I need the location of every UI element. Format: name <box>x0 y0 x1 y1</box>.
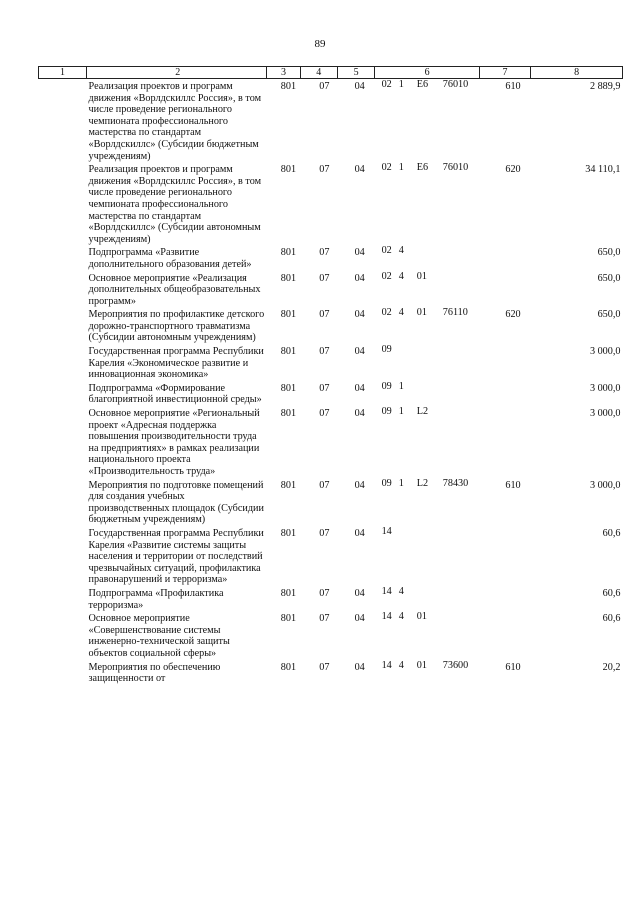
section-cell: 07 <box>319 309 330 321</box>
target-article-cell <box>375 660 480 685</box>
target-article-part: 76010 <box>442 162 469 174</box>
subsection-cell: 04 <box>354 272 365 284</box>
target-article-part: 02 <box>381 270 392 282</box>
target-article-part: 14 <box>381 585 392 597</box>
target-article-part: 76010 <box>442 79 469 90</box>
row-name-cell: Основное мероприятие «Реализация дополнительных общеобразовательных программ» <box>88 272 261 307</box>
section-cell: 07 <box>319 587 330 599</box>
header-col-2: 2 <box>87 67 267 79</box>
target-article-cell <box>375 406 480 478</box>
section-cell: 07 <box>319 164 330 176</box>
target-article-part <box>409 526 443 538</box>
row-name-cell: Государственная программа Республики Карелия «Развитие системы защиты населения и территории от последствий чрезвычайных ситуаций, профилактика правонарушений и терроризма» <box>88 527 264 586</box>
ministry-code-cell: 801 <box>280 164 297 176</box>
target-article-part <box>409 245 443 257</box>
target-article-cell <box>375 611 480 659</box>
header-col-1: 1 <box>39 67 87 79</box>
amount-cell: 60,6 <box>602 587 621 599</box>
amount-cell: 650,0 <box>597 309 621 321</box>
header-col-5: 5 <box>337 67 374 79</box>
amount-cell: 650,0 <box>597 272 621 284</box>
header-col-7: 7 <box>479 67 530 79</box>
table-row <box>39 381 623 406</box>
row-name-cell: Подпрограмма «Профилактика терроризма» <box>88 587 224 611</box>
section-cell: 07 <box>319 272 330 284</box>
subsection-cell: 04 <box>354 164 365 176</box>
target-article-cell <box>375 245 480 270</box>
amount-cell: 60,6 <box>602 527 621 539</box>
target-article-part: 09 <box>381 406 392 418</box>
target-article-part: 02 <box>381 162 392 174</box>
page-number: 89 <box>314 38 326 50</box>
expense-type-cell <box>479 271 530 308</box>
amount-cell: 2 889,9 <box>589 81 621 92</box>
expense-type-cell <box>479 381 530 406</box>
expense-type-cell: 610 <box>505 661 521 673</box>
target-article-part: 09 <box>381 477 392 489</box>
ministry-code-cell: 801 <box>280 309 297 321</box>
target-article-part: 4 <box>398 245 404 257</box>
ministry-code-cell: 801 <box>280 247 297 259</box>
table-row <box>39 162 623 245</box>
budget-table <box>38 66 623 685</box>
target-article-part: 01 <box>416 659 427 671</box>
table-row <box>39 478 623 526</box>
row-number-cell <box>39 526 87 586</box>
target-article-part: 01 <box>416 611 427 623</box>
target-article-part: 09 <box>381 344 392 356</box>
row-name-cell: Реализация проектов и программ движения «Ворлдскиллс Россия», в том числе проведение регионального чемпионата профессионального мастерства по стандартам «Ворлдскиллс» (Субсидии бюджетным учреждениям) <box>88 81 262 162</box>
subsection-cell: 04 <box>354 479 365 491</box>
subsection-cell: 04 <box>354 382 365 394</box>
target-article-part <box>443 406 474 418</box>
target-article-cell <box>375 162 480 245</box>
target-article-part: 02 <box>381 245 392 257</box>
table-row <box>39 660 623 685</box>
target-article-part: 4 <box>398 585 404 597</box>
target-article-cell <box>375 526 480 586</box>
target-article-part <box>394 344 409 356</box>
row-name-cell: Мероприятия по профилактике детского дорожно-транспортного травматизма (Субсидии автономным учреждениям) <box>88 309 265 344</box>
ministry-code-cell: 801 <box>280 613 297 625</box>
row-number-cell <box>39 271 87 308</box>
target-article-part: L2 <box>416 406 429 418</box>
expense-type-cell <box>479 406 530 478</box>
table-row <box>39 271 623 308</box>
subsection-cell: 04 <box>354 81 365 92</box>
section-cell: 07 <box>319 382 330 394</box>
target-article-cell <box>375 79 480 163</box>
expense-type-cell: 620 <box>505 309 521 321</box>
row-number-cell <box>39 79 87 163</box>
target-article-part: 1 <box>398 162 404 174</box>
amount-cell: 3 000,0 <box>589 382 621 394</box>
target-article-part: 78430 <box>442 477 469 489</box>
row-number-cell <box>39 586 87 611</box>
row-number-cell <box>39 406 87 478</box>
target-article-part: 4 <box>398 611 404 623</box>
target-article-part: E6 <box>416 79 429 90</box>
subsection-cell: 04 <box>354 309 365 321</box>
expense-type-cell <box>479 526 530 586</box>
amount-cell: 60,6 <box>602 613 621 625</box>
section-cell: 07 <box>319 613 330 625</box>
row-number-cell <box>39 611 87 659</box>
table-row <box>39 79 623 163</box>
target-article-cell <box>375 381 480 406</box>
expense-type-cell <box>479 586 530 611</box>
row-number-cell <box>39 478 87 526</box>
section-cell: 07 <box>319 247 330 259</box>
target-article-cell <box>375 271 480 308</box>
row-name-cell: Мероприятия по обеспечению защищенности от <box>88 661 221 685</box>
amount-cell: 650,0 <box>597 247 621 259</box>
table-row <box>39 611 623 659</box>
target-article-part: 14 <box>381 525 392 537</box>
row-number-cell <box>39 660 87 685</box>
table-row <box>39 406 623 478</box>
ministry-code-cell: 801 <box>280 479 297 491</box>
target-article-part: 4 <box>398 270 404 282</box>
row-number-cell <box>39 162 87 245</box>
subsection-cell: 04 <box>354 661 365 673</box>
target-article-cell <box>375 586 480 611</box>
ministry-code-cell: 801 <box>280 272 297 284</box>
section-cell: 07 <box>319 408 330 420</box>
row-name-cell: Государственная программа Республики Карелия «Экономическое развитие и инновационная экономика» <box>88 346 264 381</box>
amount-cell: 3 000,0 <box>589 408 621 420</box>
ministry-code-cell: 801 <box>280 587 297 599</box>
target-article-part: 1 <box>398 477 404 489</box>
target-article-part: 14 <box>381 611 392 623</box>
subsection-cell: 04 <box>354 587 365 599</box>
target-article-part: 1 <box>398 406 404 418</box>
ministry-code-cell: 801 <box>280 382 297 394</box>
amount-cell: 20,2 <box>602 661 621 673</box>
section-cell: 07 <box>319 81 330 92</box>
row-number-cell <box>39 381 87 406</box>
table-header-row <box>39 67 623 79</box>
target-article-part: 4 <box>398 307 404 319</box>
target-article-part <box>409 344 443 356</box>
target-article-part <box>443 344 474 356</box>
table-row <box>39 307 623 344</box>
ministry-code-cell: 801 <box>280 81 297 92</box>
target-article-part: 09 <box>381 380 392 392</box>
target-article-part: 4 <box>398 659 404 671</box>
subsection-cell: 04 <box>354 613 365 625</box>
table-row <box>39 586 623 611</box>
target-article-part: 02 <box>381 307 392 319</box>
section-cell: 07 <box>319 661 330 673</box>
target-article-part: L2 <box>416 477 429 489</box>
target-article-part: 01 <box>416 307 427 319</box>
target-article-part: 1 <box>398 380 404 392</box>
table-row <box>39 344 623 381</box>
ministry-code-cell: 801 <box>280 527 297 539</box>
expense-type-cell: 620 <box>505 164 521 176</box>
amount-cell: 3 000,0 <box>589 346 621 358</box>
section-cell: 07 <box>319 527 330 539</box>
target-article-part <box>443 271 474 283</box>
subsection-cell: 04 <box>354 247 365 259</box>
row-name-cell: Мероприятия по подготовке помещений для создания учебных производственных площадок (Субсидии бюджетным учреждениям) <box>88 479 264 526</box>
subsection-cell: 04 <box>354 527 365 539</box>
expense-type-cell <box>479 245 530 270</box>
amount-cell: 3 000,0 <box>589 479 621 491</box>
expense-type-cell: 610 <box>505 81 521 92</box>
header-col-4: 4 <box>300 67 337 79</box>
target-article-cell <box>375 307 480 344</box>
table-row <box>39 526 623 586</box>
section-cell: 07 <box>319 346 330 358</box>
target-article-part <box>409 381 443 393</box>
target-article-part: 1 <box>398 79 404 90</box>
target-article-part: 14 <box>381 659 392 671</box>
row-number-cell <box>39 344 87 381</box>
ministry-code-cell: 801 <box>280 661 297 673</box>
subsection-cell: 04 <box>354 346 365 358</box>
row-name-cell: Основное мероприятие «Совершенствование системы инженерно-технической защиты объектов социальной сферы» <box>88 613 230 659</box>
amount-cell: 34 110,1 <box>585 164 621 176</box>
expense-type-cell <box>479 344 530 381</box>
target-article-part: 01 <box>416 270 427 282</box>
target-article-part <box>443 526 474 538</box>
target-article-part <box>443 245 474 257</box>
target-article-cell <box>375 478 480 526</box>
target-article-part: 76110 <box>442 307 468 319</box>
expense-type-cell: 610 <box>505 479 521 491</box>
target-article-cell <box>375 344 480 381</box>
target-article-part: E6 <box>416 162 429 174</box>
row-number-cell <box>39 307 87 344</box>
target-article-part: 73600 <box>442 659 469 671</box>
target-article-part: 02 <box>381 79 392 90</box>
header-col-8: 8 <box>531 67 623 79</box>
row-name-cell: Подпрограмма «Формирование благоприятной инвестиционной среды» <box>88 382 262 406</box>
row-name-cell: Подпрограмма «Развитие дополнительного образования детей» <box>88 247 252 270</box>
table-row <box>39 245 623 270</box>
row-name-cell: Реализация проектов и программ движения «Ворлдскиллс Россия», в том числе проведение регионального чемпионата профессионального мастерства по стандартам «Ворлдскиллс» (Субсидии автономным учреждениям) <box>88 164 262 245</box>
target-article-part <box>394 526 409 538</box>
target-article-part <box>443 611 474 623</box>
ministry-code-cell: 801 <box>280 408 297 420</box>
header-col-6: 6 <box>375 67 480 79</box>
target-article-part <box>443 586 474 598</box>
row-number-cell <box>39 245 87 270</box>
header-col-3: 3 <box>267 67 300 79</box>
ministry-code-cell: 801 <box>280 346 297 358</box>
target-article-part <box>409 586 443 598</box>
row-name-cell: Основное мероприятие «Региональный проект «Адресная поддержка повышения производительности труда на предприятиях» в рамках реализации национального проекта «Производительность труда» <box>88 408 260 477</box>
subsection-cell: 04 <box>354 408 365 420</box>
section-cell: 07 <box>319 479 330 491</box>
target-article-part <box>443 381 474 393</box>
expense-type-cell <box>479 611 530 659</box>
